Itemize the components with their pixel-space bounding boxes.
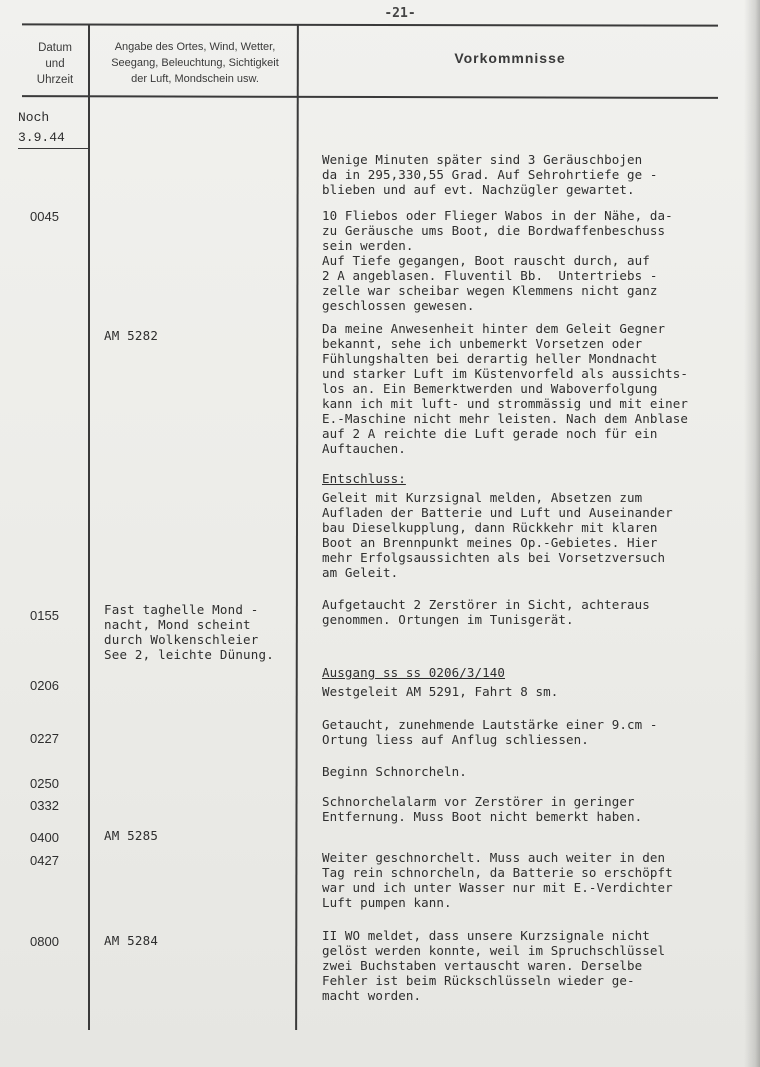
time-entry: 0400 bbox=[30, 830, 59, 845]
event-entry: Weiter geschnorchelt. Muss auch weiter in den Tag rein schnorcheln, da Batterie so erschöpft war und ich unter Wasser nur mit E.-Verdichter Luft pumpen kann. bbox=[322, 850, 673, 910]
page-edge-shadow bbox=[744, 0, 760, 1067]
top-rule bbox=[22, 23, 718, 26]
noch-label: Noch bbox=[18, 110, 50, 125]
event-entry: Schnorchelalarm vor Zerstörer in geringer Entfernung. Muss Boot nicht bemerkt haben. bbox=[322, 794, 643, 824]
time-entry: 0332 bbox=[30, 798, 59, 813]
time-entry: 0250 bbox=[30, 776, 59, 791]
noch-date: 3.9.44 bbox=[18, 128, 89, 149]
header-ort: Angabe des Ortes, Wind, Wetter, Seegang, Beleuchtung, Sichtigkeit der Luft, Mondschein usw. bbox=[111, 41, 279, 85]
weather-entry: Fast taghelle Mond - nacht, Mond scheint durch Wolkenschleier See 2, leichte Dünung. bbox=[104, 602, 274, 662]
header-bottom-rule bbox=[22, 95, 718, 99]
event-entry: Westgeleit AM 5291, Fahrt 8 sm. bbox=[322, 684, 559, 699]
header-vorkommnisse: Vorkommnisse bbox=[454, 50, 566, 66]
time-entry: 0800 bbox=[30, 934, 59, 949]
event-entry: Beginn Schnorcheln. bbox=[322, 764, 467, 779]
radio-message-heading: Ausgang ss ss 0206/3/140 bbox=[322, 665, 506, 680]
location-entry: AM 5284 bbox=[104, 933, 159, 948]
time-entry: 0045 bbox=[30, 209, 59, 224]
decision-heading: Entschluss: bbox=[322, 471, 406, 486]
time-entry: 0206 bbox=[30, 678, 59, 693]
event-entry: Aufgetaucht 2 Zerstörer in Sicht, achteraus genommen. Ortungen im Tunisgerät. bbox=[322, 597, 650, 627]
event-entry: 10 Fliebos oder Flieger Wabos in der Nähe, da- zu Geräusche ums Boot, die Bordwaffenbeschuss sein werden. Auf Tiefe gegangen, Boot rauscht durch, auf 2 A angeblasen. Fluventil Bb. Untertriebs - zelle war scheibar wegen Klemmens nicht ganz geschlossen gewesen. bbox=[322, 208, 673, 313]
time-entry: 0155 bbox=[30, 608, 59, 623]
page-number: -21- bbox=[384, 6, 416, 21]
event-entry: Da meine Anwesenheit hinter dem Geleit Gegner bekannt, sehe ich unbemerkt Vorsetzen oder Fühlungshalten bei derartig heller Mondnacht und starker Luft im Küstenvorfeld als aussichts- los an. Ein Bemerktwerden und Waboverfolgung kann ich mit luft- und strommässig und mit einer E.-Maschine nicht mehr leisten. Nach dem Anblase auf 2 A reichte die Luft gerade noch für ein Auftauchen. bbox=[322, 321, 689, 456]
event-entry: Wenige Minuten später sind 3 Geräuschbojen da in 295,330,55 Grad. Auf Sehrohrtiefe ge - blieben und auf evt. Nachzügler gewartet. bbox=[322, 152, 658, 197]
event-entry: Geleit mit Kurzsignal melden, Absetzen zum Aufladen der Batterie und Luft und Auseinander bau Dieselkupplung, dann Rückkehr mit klaren Boot an Brennpunkt meines Op.-Gebietes. Hier mehr Erfolgsaussichten als bei Vorsetzversuch am Geleit. bbox=[322, 490, 673, 580]
continuation-marker bbox=[18, 108, 89, 149]
column-rule-2 bbox=[295, 25, 299, 1030]
time-entry: 0427 bbox=[30, 853, 59, 868]
location-entry: AM 5282 bbox=[104, 328, 159, 343]
event-entry: II WO meldet, dass unsere Kurzsignale nicht gelöst werden konnte, weil im Spruchschlüssel zwei Buchstaben vertauscht waren. Derselbe Fehler ist beim Rückschlüsseln wieder ge- macht worden. bbox=[322, 928, 666, 1003]
column-rule-1 bbox=[88, 25, 90, 1030]
time-entry: 0227 bbox=[30, 731, 59, 746]
event-entry: Getaucht, zunehmende Lautstärke einer 9.cm - Ortung liess auf Anflug schliessen. bbox=[322, 717, 658, 747]
header-datum: Datum und Uhrzeit bbox=[36, 42, 74, 86]
location-entry: AM 5285 bbox=[104, 828, 159, 843]
